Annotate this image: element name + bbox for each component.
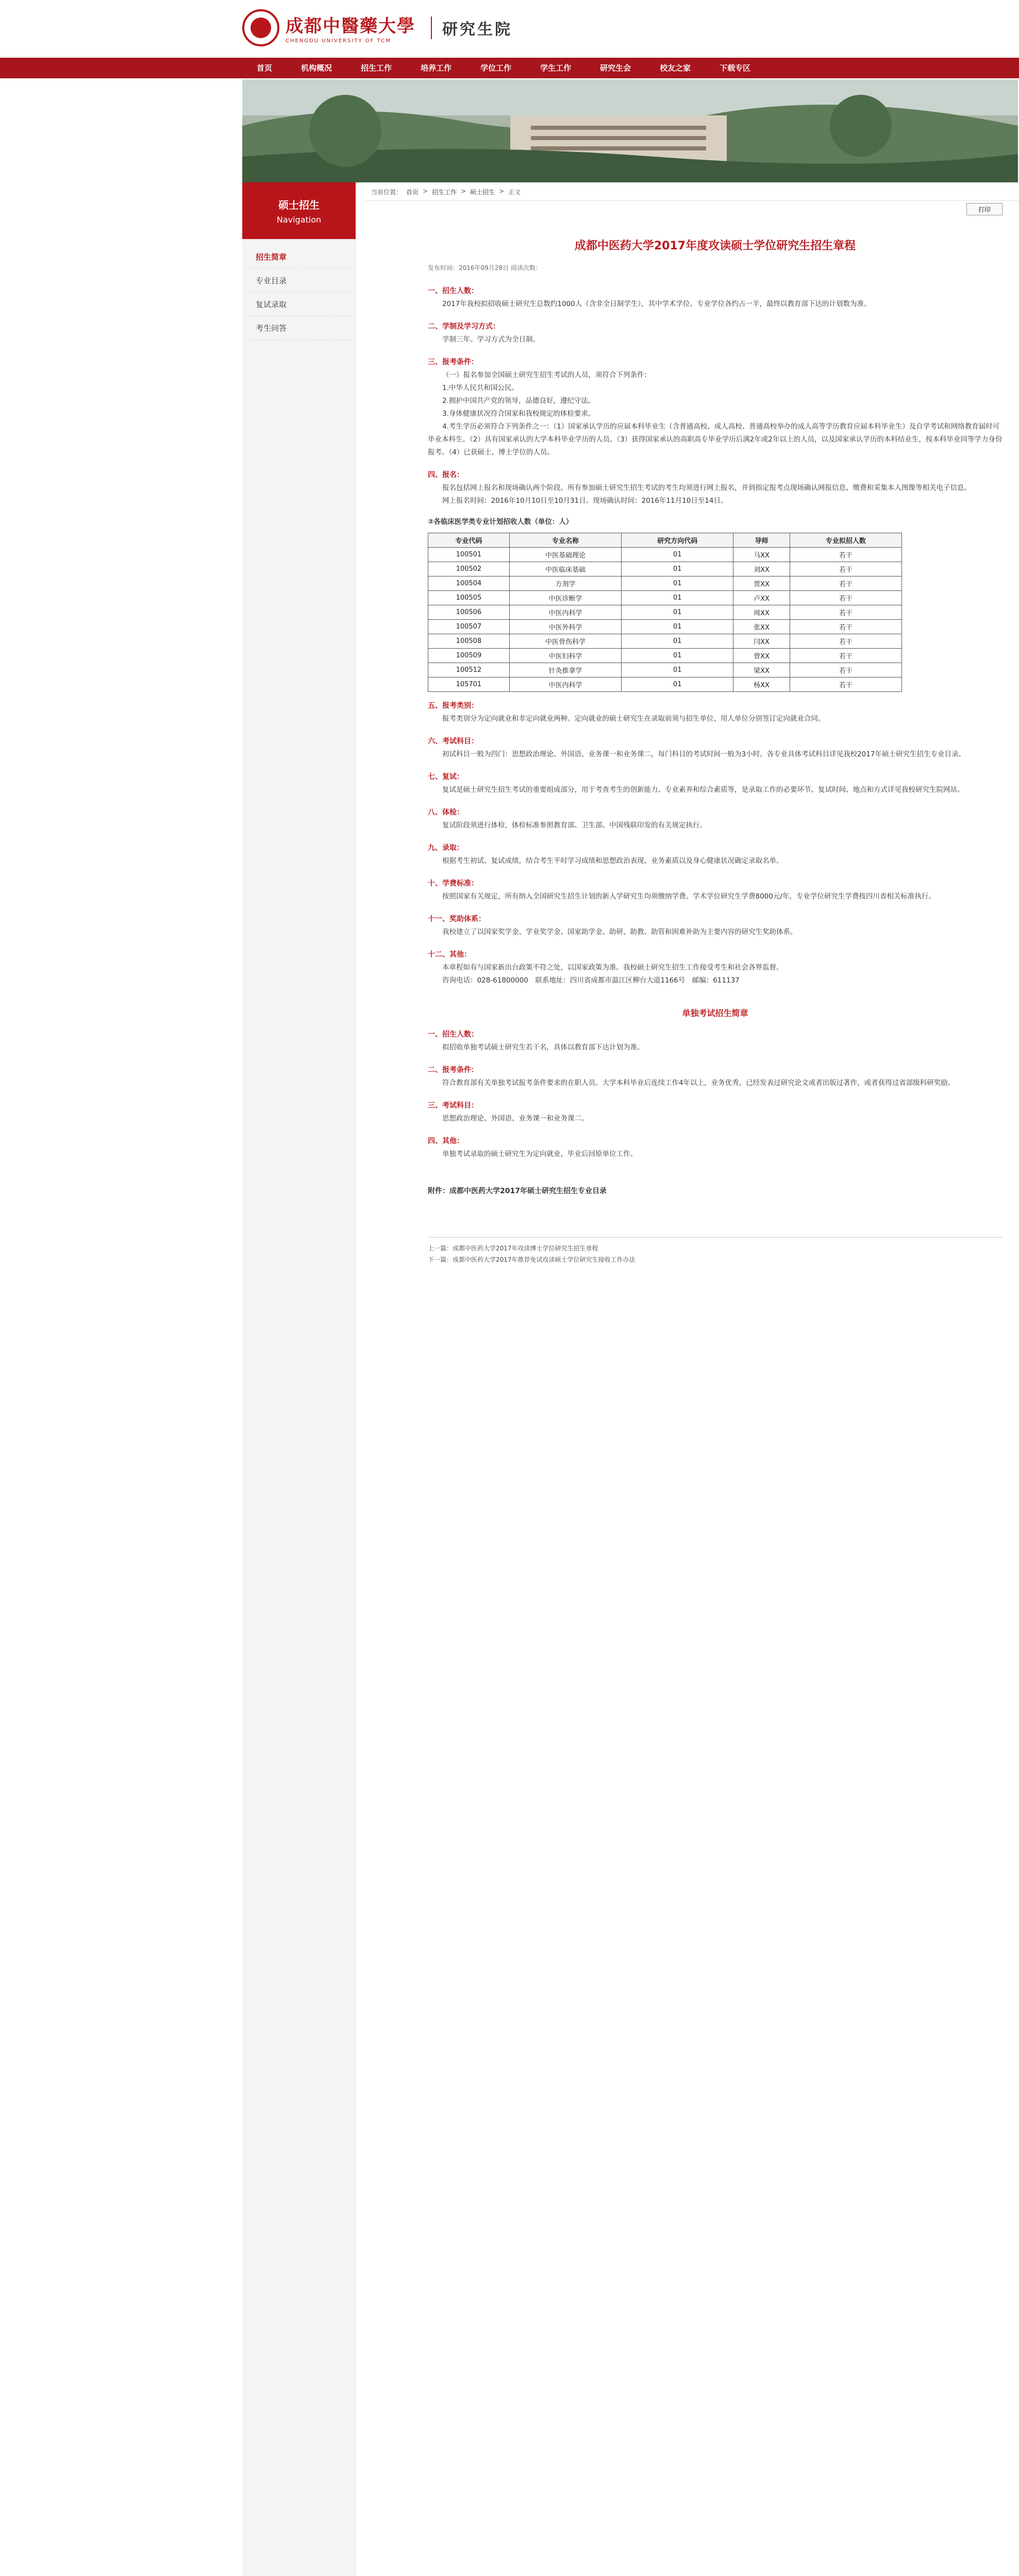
section-spacer	[428, 903, 1003, 907]
section-heading: 十二、其他：	[428, 951, 471, 959]
section-heading: 四、报名：	[428, 471, 464, 479]
table-cell: 刘XX	[733, 562, 790, 577]
table-row	[428, 663, 902, 677]
section-spacer	[428, 1125, 1003, 1129]
table-cell: 100504	[428, 577, 510, 591]
section-heading: 八、体检：	[428, 808, 464, 817]
breadcrumb-master[interactable]: 硕士招生	[470, 189, 495, 196]
table-row	[428, 677, 902, 692]
table-cell: 01	[622, 634, 733, 649]
section-heading: 一、招生人数：	[428, 287, 478, 295]
table-row	[428, 634, 902, 649]
table-cell: 马XX	[733, 548, 790, 562]
section-paragraph: 2017年我校拟招收硕士研究生总数约1000人（含非全日制学生），其中学术学位、专业学位各约占一半，最终以教育部下达的计划数为准。	[442, 300, 871, 308]
table-cell: 01	[622, 663, 733, 677]
section-spacer	[428, 1054, 1003, 1058]
department-name: 研究生院	[431, 16, 512, 39]
quota-caption: ②各临床医学类专业计划招收人数（单位：人）	[428, 518, 573, 526]
section-heading: 十、学费标准：	[428, 879, 478, 888]
section-title-independent-exam: 单独考试招生简章	[682, 1008, 748, 1018]
table-row	[428, 620, 902, 634]
section-paragraph: 报考类别分为定向就业和非定向就业两种。定向就业的硕士研究生在录取前须与招生单位、用人单位分别签订定向就业合同。	[442, 715, 825, 723]
section-heading: 三、报考条件：	[428, 358, 478, 366]
section-paragraph: 按照国家有关规定，所有纳入全国研究生招生计划的新入学研究生均须缴纳学费。学术学位研究生学费8000元/年，专业学位研究生学费按四川省相关标准执行。	[442, 892, 936, 901]
nav-downloads[interactable]: 下载专区	[720, 63, 751, 73]
nav-items-container	[242, 58, 1018, 78]
table-cell: 若干	[790, 548, 901, 562]
section-paragraph: 单独考试录取的硕士研究生为定向就业，毕业后回原单位工作。	[442, 1150, 637, 1158]
site-logo[interactable]	[242, 7, 531, 48]
attachment-link[interactable]: 附件：成都中医药大学2017年硕士研究生招生专业目录	[428, 1187, 607, 1195]
sidebar-menu	[242, 239, 355, 340]
nav-degree[interactable]: 学位工作	[480, 63, 512, 73]
table-cell: 张XX	[733, 620, 790, 634]
table-row	[428, 591, 902, 605]
nav-home[interactable]: 首页	[257, 63, 273, 73]
section-paragraph: 初试科目一般为四门：思想政治理论、外国语、业务课一和业务课二，每门科目的考试时间一般为3小时。各专业具体考试科目详见我校2017年硕士研究生招生专业目录。	[442, 750, 965, 758]
section-paragraph: 思想政治理论、外国语、业务课一和业务课二。	[442, 1114, 589, 1123]
section-spacer	[428, 796, 1003, 801]
section-heading: 六、考试科目：	[428, 737, 478, 745]
table-cell: 曾XX	[733, 649, 790, 663]
section-paragraph: 复试阶段须进行体检，体检标准参照教育部、卫生部、中国残联印发的有关规定执行。	[442, 821, 707, 829]
quota-header-cell: 专业拟招人数	[790, 533, 901, 548]
breadcrumb-current: 正文	[508, 189, 521, 196]
campus-banner-image	[242, 79, 1018, 182]
section-paragraph: 网上报名时间：2016年10月10日至10月31日。现场确认时间：2016年11月10日至14日。	[442, 497, 728, 505]
table-row	[428, 605, 902, 620]
article-title: 成都中医药大学2017年度攻读硕士学位研究生招生章程	[574, 240, 856, 252]
logo-english-name: CHENGDU UNIVERSITY OF TCM	[286, 38, 391, 44]
table-cell: 若干	[790, 605, 901, 620]
table-cell: 01	[622, 649, 733, 663]
section-paragraph: 2.拥护中国共产党的领导，品德良好，遵纪守法。	[442, 397, 595, 405]
article	[366, 201, 1018, 1265]
section-paragraph: 1.中华人民共和国公民。	[442, 384, 519, 392]
table-cell: 中医诊断学	[509, 591, 621, 605]
table-cell: 100508	[428, 634, 510, 649]
banner-photo	[242, 79, 1018, 182]
table-cell: 若干	[790, 562, 901, 577]
table-cell: 卢XX	[733, 591, 790, 605]
breadcrumb-prefix: 当前位置：	[371, 189, 403, 196]
section-paragraph: 3.身体健康状况符合国家和我校规定的体检要求。	[442, 410, 595, 418]
sidebar-item-faq[interactable]: 考生问答	[242, 316, 355, 340]
table-cell: 若干	[790, 577, 901, 591]
section-spacer	[428, 761, 1003, 765]
table-cell: 100509	[428, 649, 510, 663]
table-cell: 中医外科学	[509, 620, 621, 634]
table-cell: 周XX	[733, 605, 790, 620]
section-heading: 九、录取：	[428, 844, 464, 852]
article-sections-part1	[428, 285, 1003, 512]
left-sidebar	[242, 182, 356, 2576]
table-cell: 中医基础理论	[509, 548, 621, 562]
section-paragraph: 咨询电话：028-61800000 联系地址：四川省成都市温江区柳台大道1166号 邮编：611137	[442, 976, 740, 985]
table-cell: 若干	[790, 634, 901, 649]
table-cell: 01	[622, 577, 733, 591]
table-row	[428, 562, 902, 577]
breadcrumb-admissions[interactable]: 招生工作	[432, 189, 457, 196]
article-sections-part3	[428, 1029, 1003, 1165]
section-spacer	[428, 1161, 1003, 1165]
quota-header-cell: 专业代码	[428, 533, 510, 548]
table-cell: 梁XX	[733, 663, 790, 677]
breadcrumb-home[interactable]: 首页	[406, 189, 419, 196]
table-cell: 100512	[428, 663, 510, 677]
table-row	[428, 577, 902, 591]
section-heading: 一、招生人数：	[428, 1030, 478, 1039]
section-paragraph: 我校建立了以国家奖学金、学业奖学金、国家助学金、助研、助教、助管和困难补助为主要内容的研究生奖助体系。	[442, 928, 797, 936]
sidebar-title: 硕士招生	[278, 199, 320, 211]
section-paragraph: （一）报名参加全国硕士研究生招生考试的人员，须符合下列条件：	[442, 371, 651, 379]
logo-text-block	[286, 12, 415, 44]
section-heading: 三、考试科目：	[428, 1101, 478, 1110]
table-cell: 100502	[428, 562, 510, 577]
table-cell: 贾XX	[733, 577, 790, 591]
sidebar-header	[242, 182, 356, 239]
nav-about[interactable]: 机构概况	[301, 63, 332, 73]
prev-article-link[interactable]: 上一篇：成都中医药大学2017年攻读博士学位研究生招生章程	[428, 1245, 598, 1252]
table-cell: 100507	[428, 620, 510, 634]
table-cell: 中医临床基础	[509, 562, 621, 577]
section-spacer	[428, 311, 1003, 315]
breadcrumb	[366, 182, 1018, 201]
table-row	[428, 548, 902, 562]
prev-next-links	[428, 1237, 1003, 1265]
article-meta: 发布时间：2016年09月28日 阅读次数：	[428, 264, 542, 272]
section-paragraph: 4.考生学历必须符合下列条件之一：（1）国家承认学历的应届本科毕业生（含普通高校、成人高校、普通高校举办的成人高等学历教育应届本科毕业生）及自学考试和网络教育届时可毕业本科生。（2）具有国家承认的大学本科毕业学历的人员。（3）获得国家承认的高职高专毕业学历后满2年或2年以上的人员，以及国家承认学历的本科结业生，按本科毕业同等学力身份报考。（4）已获硕士、博士学位的人员。	[428, 422, 1003, 456]
quota-table-header	[428, 533, 902, 548]
table-cell: 中医妇科学	[509, 649, 621, 663]
table-cell: 方剂学	[509, 577, 621, 591]
quota-header-cell: 导师	[733, 533, 790, 548]
section-spacer	[428, 832, 1003, 836]
sidebar-item-catalog[interactable]: 专业目录	[242, 269, 355, 293]
section-paragraph: 复试是硕士研究生招生考试的重要组成部分，用于考查考生的创新能力、专业素养和综合素质等，是录取工作的必要环节。复试时间、地点和方式详见我校研究生院网站。	[442, 786, 964, 794]
nav-training[interactable]: 培养工作	[421, 63, 452, 73]
section-paragraph: 根据考生初试、复试成绩，结合考生平时学习成绩和思想政治表现、业务素质以及身心健康状况确定录取名单。	[442, 857, 783, 865]
section-paragraph: 符合教育部有关单独考试报考条件要求的在职人员。大学本科毕业后连续工作4年以上，业务优秀，已经发表过研究论文或者出版过著作，或者获得过省部级科研奖励。	[442, 1079, 955, 1087]
table-cell: 若干	[790, 649, 901, 663]
article-sections-part2	[428, 700, 1003, 991]
quota-header-cell: 专业名称	[509, 533, 621, 548]
table-cell: 100506	[428, 605, 510, 620]
section-spacer	[428, 725, 1003, 730]
nav-admissions[interactable]: 招生工作	[361, 63, 392, 73]
section-spacer	[428, 939, 1003, 943]
table-cell: 中医内科学	[509, 605, 621, 620]
table-cell: 100501	[428, 548, 510, 562]
section-heading: 五、报考类别：	[428, 702, 478, 710]
table-cell: 闫XX	[733, 634, 790, 649]
sidebar-item-admission[interactable]: 复试录取	[242, 293, 355, 316]
nav-students[interactable]: 学生工作	[540, 63, 572, 73]
table-cell: 01	[622, 620, 733, 634]
section-spacer	[428, 1090, 1003, 1094]
table-cell: 若干	[790, 620, 901, 634]
section-spacer	[428, 987, 1003, 991]
table-cell: 01	[622, 677, 733, 692]
university-seal-icon	[242, 9, 279, 46]
sidebar-subtitle: Navigation	[276, 215, 322, 225]
nav-union[interactable]: 研究生会	[600, 63, 631, 73]
section-spacer	[428, 868, 1003, 872]
table-cell: 中医骨伤科学	[509, 634, 621, 649]
section-paragraph: 报名包括网上报名和现场确认两个阶段。所有参加硕士研究生招生考试的考生均须进行网上报名，并到指定报考点现场确认网报信息、缴费和采集本人图像等相关电子信息。	[442, 484, 971, 492]
table-cell: 01	[622, 605, 733, 620]
section-heading: 二、学制及学习方式：	[428, 323, 500, 331]
table-cell: 01	[622, 548, 733, 562]
quota-table-body	[428, 548, 902, 692]
table-cell: 105701	[428, 677, 510, 692]
section-heading: 十一、奖助体系：	[428, 915, 486, 923]
section-paragraph: 本章程如有与国家新出台政策不符之处，以国家政策为准。我校硕士研究生招生工作接受考生和社会各界监督。	[442, 963, 783, 972]
breadcrumb-sep-icon: >	[461, 188, 466, 195]
table-cell: 中医内科学	[509, 677, 621, 692]
breadcrumb-sep-icon: >	[423, 188, 428, 195]
site-header	[0, 0, 1019, 57]
main-navigation	[0, 58, 1019, 78]
table-cell: 杨XX	[733, 677, 790, 692]
table-cell: 若干	[790, 677, 901, 692]
section-heading: 七、复试：	[428, 773, 464, 781]
sidebar-item-brochure[interactable]: 招生简章	[242, 245, 355, 269]
section-spacer	[428, 507, 1003, 512]
table-cell: 100505	[428, 591, 510, 605]
logo-chinese-name: 成都中醫藥大學	[286, 16, 415, 37]
table-cell: 01	[622, 591, 733, 605]
table-cell: 针灸推拿学	[509, 663, 621, 677]
breadcrumb-sep-icon: >	[499, 188, 505, 195]
section-heading: 二、报考条件：	[428, 1066, 478, 1074]
nav-alumni[interactable]: 校友之家	[660, 63, 691, 73]
table-cell: 01	[622, 562, 733, 577]
section-spacer	[428, 346, 1003, 350]
table-cell: 若干	[790, 591, 901, 605]
quota-table	[428, 533, 902, 692]
print-button[interactable]: 打印	[966, 203, 1003, 215]
section-heading: 四、其他：	[428, 1137, 464, 1145]
section-paragraph: 学制三年。学习方式为全日制。	[442, 335, 540, 344]
quota-header-cell: 研究方向代码	[622, 533, 733, 548]
table-row	[428, 649, 902, 663]
main-content	[366, 182, 1018, 2576]
section-spacer	[428, 459, 1003, 463]
next-article-link[interactable]: 下一篇：成都中医药大学2017年推荐免试攻读硕士学位研究生接收工作办法	[428, 1256, 636, 1263]
section-paragraph: 拟招收单独考试硕士研究生若干名，具体以教育部下达计划为准。	[442, 1043, 644, 1052]
table-cell: 若干	[790, 663, 901, 677]
